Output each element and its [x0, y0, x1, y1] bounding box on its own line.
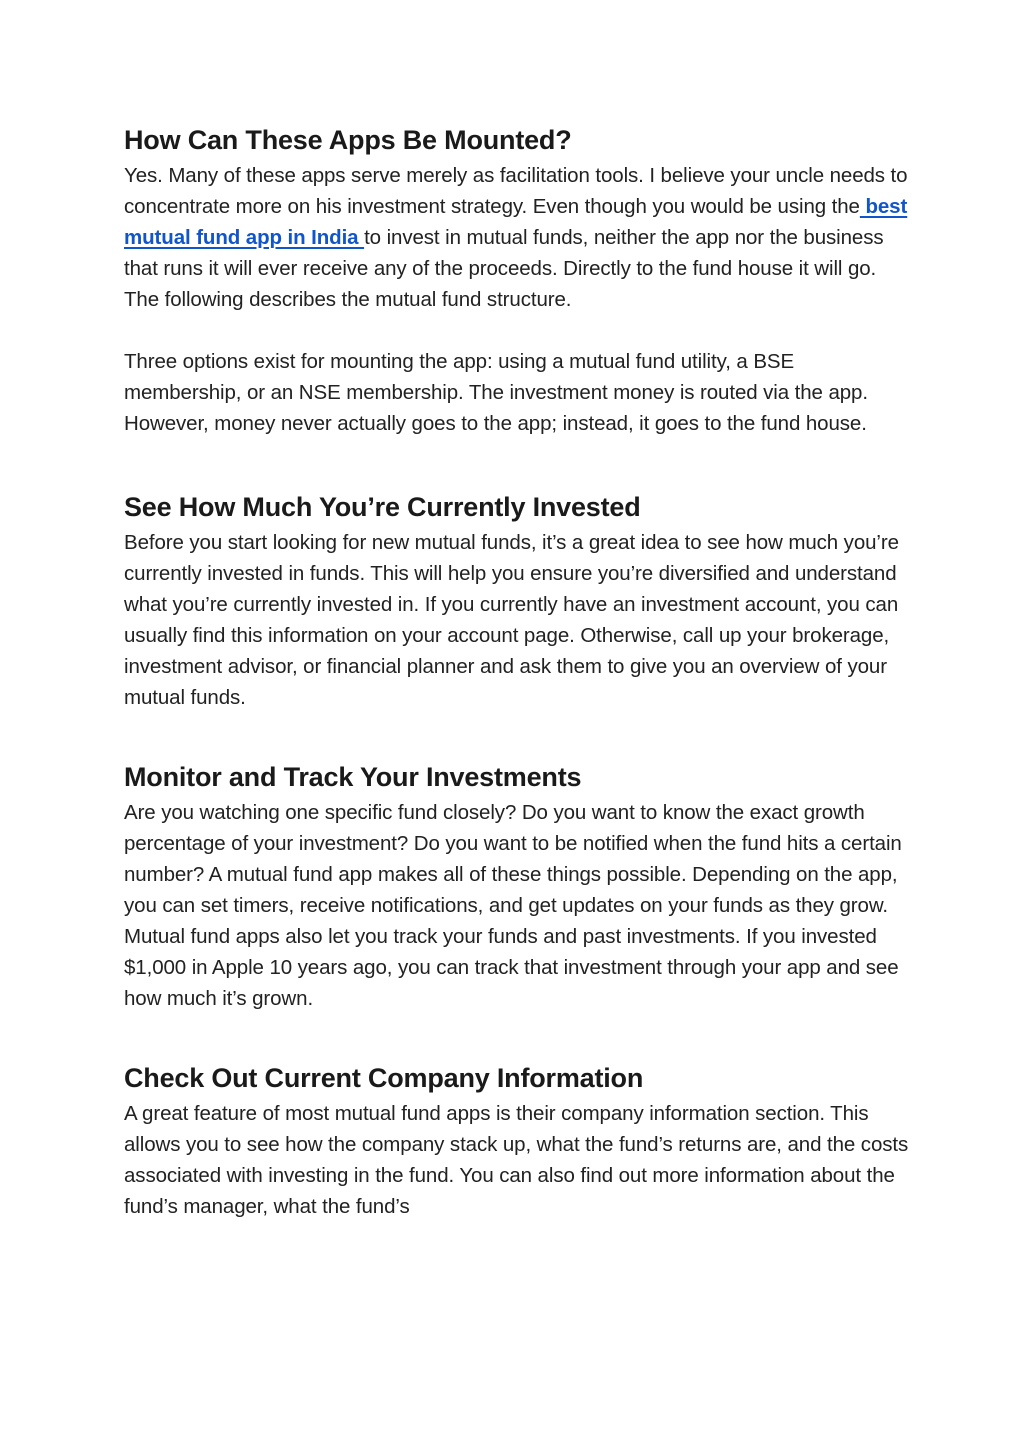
section-currently-invested — [124, 487, 914, 713]
section-heading: Monitor and Track Your Investments — [124, 762, 582, 792]
section-company-information — [124, 1058, 914, 1222]
document-page — [124, 120, 914, 1222]
paragraph: Three options exist for mounting the app: using a mutual fund utility, a BSE membership, or an NSE membership. The investment money is routed via the app. However, money never actually goes to the app; instead, it goes to the fund house. — [124, 350, 868, 435]
paragraph: Before you start looking for new mutual funds, it’s a great idea to see how much you’re currently invested in funds. This will help you ensure you’re diversified and understand what you’re currently invested in. If you currently have an investment account, you can usually find this information on your account page. Otherwise, call up your brokerage, investment advisor, or financial planner and ask them to give you an overview of your mutual funds. — [124, 531, 899, 709]
best-mutual-fund-app-link[interactable]: best mutual fund app in India — [124, 195, 908, 249]
paragraph-text: Yes. Many of these apps serve merely as facilitation tools. I believe your uncle needs to concentrate more on his investment strategy. Even though you would be using the — [124, 164, 908, 218]
paragraph-text: to invest in mutual funds, neither the app nor the business that runs it will ever receive any of the proceeds. Directly to the fund house it will go. The following describes the mutual fund structure. — [124, 226, 884, 311]
paragraph — [124, 160, 914, 315]
section-apps-mounted — [124, 120, 914, 439]
section-heading: Check Out Current Company Information — [124, 1063, 644, 1093]
section-heading: See How Much You’re Currently Invested — [124, 492, 641, 522]
paragraph: Are you watching one specific fund closely? Do you want to know the exact growth percentage of your investment? Do you want to be notified when the fund hits a certain number? A mutual fund app makes all of these things possible. Depending on the app, you can set timers, receive notifications, and get updates on your funds as they grow. Mutual fund apps also let you track your funds and past investments. If you invested $1,000 in Apple 10 years ago, you can track that investment through your app and see how much it’s grown. — [124, 801, 902, 1010]
paragraph: A great feature of most mutual fund apps is their company information section. This allows you to see how the company stack up, what the fund’s returns are, and the costs associated with investing in the fund. You can also find out more information about the fund’s manager, what the fund’s — [124, 1102, 909, 1218]
section-monitor-track — [124, 757, 914, 1014]
section-heading: How Can These Apps Be Mounted? — [124, 125, 572, 155]
